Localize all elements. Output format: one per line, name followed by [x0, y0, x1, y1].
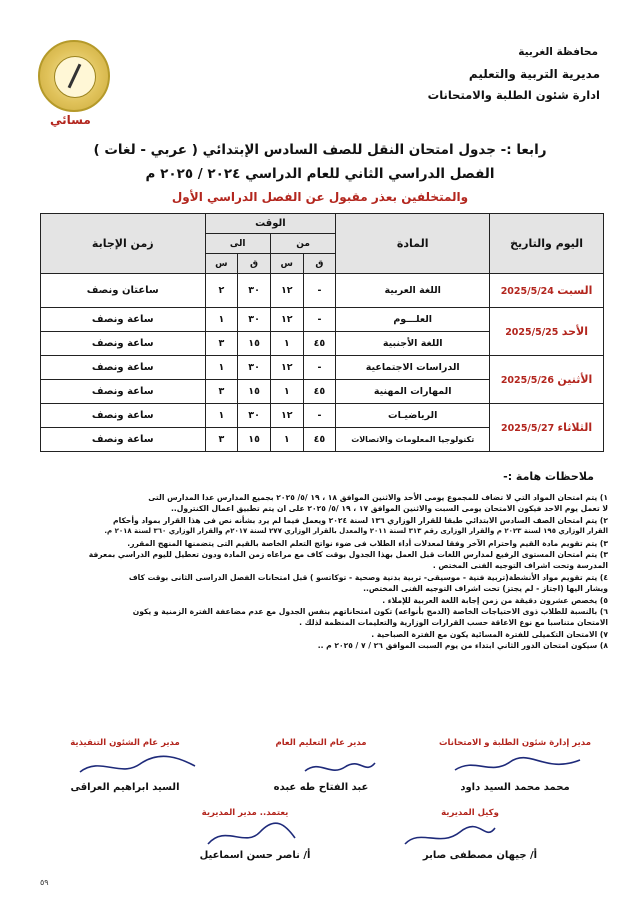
duration-cell: ساعة ونصف [41, 332, 206, 356]
day-label: الأحد [561, 325, 588, 338]
header-subject: المادة [336, 214, 490, 274]
signature-name-director: أ/ ناصر حسن اسماعيل [199, 850, 311, 861]
signature-name-executive-affairs: السيد ابراهيم العراقى [70, 782, 180, 793]
duration-cell: ساعة ونصف [41, 356, 206, 380]
note-line: لا تعمل يوم الاحد فيكون الامتحان يومى السبت والاثنين الموافق ١٧ ، ١٩ /٥/ ٢٠٢٥ على ان يتم تطبيق اعمال الكنترول.. [171, 504, 608, 514]
subject-cell: المهارات المهنية [336, 380, 490, 404]
shift-label: مسائي [50, 113, 91, 127]
signature-title-executive-affairs: مدير عام الشئون التنفيذية [70, 738, 180, 748]
from-hours-cell: ١٢ [270, 404, 303, 428]
from-hours-cell: ١ [270, 332, 303, 356]
subject-cell: العلـــوم [336, 308, 490, 332]
note-line: ٢) يتم امتحان الصف السادس الابتدائي طبقا للقرار الوزاري ١٣٦ لسنة ٢٠٢٤ ويعمل فيما لم يرد بشأنه نص فى هذا القرار بمواد وأحكام [113, 515, 608, 525]
governorate-seal-logo [38, 40, 110, 112]
note-line: ١) يتم امتحان المواد التي لا تضاف للمجموع يومى الأحد والاثنين الموافق ١٨ ، ١٩ /٥/ ٢٠٢٥ بجميع المدارس عدا المدارس التى [148, 493, 608, 502]
page-number: ٥٩ [40, 878, 49, 887]
header-time: الوقت [205, 214, 336, 234]
from-minutes-cell: ٤٥ [303, 428, 336, 452]
signature-title-students-affairs: مدير إدارة شئون الطلبة و الامتحانات [439, 738, 591, 748]
signature-title-director: يعتمد.. مدير المديرية [201, 808, 289, 818]
header-from-hours: س [270, 254, 303, 274]
to-hours-cell: ٣ [205, 332, 238, 356]
handwritten-signature-1 [450, 752, 590, 778]
department-label: ادارة شئون الطلبة والامتحانات [427, 88, 600, 102]
to-hours-cell: ١ [205, 404, 238, 428]
handwritten-signature-5 [200, 820, 300, 852]
from-hours-cell: ١٢ [270, 356, 303, 380]
to-minutes-cell: ٣٠ [238, 274, 271, 308]
handwritten-signature-4 [400, 822, 500, 852]
to-hours-cell: ٣ [205, 428, 238, 452]
note-line: ويشار اليها (اجتاز - لم يجتز) تحت اشراف التوجيه الفنى المختص.. [363, 584, 608, 594]
note-line: ٤) يتم تقويم مواد الأنشطة(تربية فنية - موسيقى- تربية بدنية وصحية - توكاتسو ) قبل امتحانات الفصل الدراسى الثانى بوقت كاف [128, 572, 608, 582]
note-line: ٣) يتم تقويم مادة القيم واحترام الآخر وفقا لمعدلات أداء الطلاب فى ضوء نواتج التعلم الخاصة بالقيم التى يتضمنها المنهج المقرر. [127, 538, 608, 548]
header-to: الى [205, 234, 270, 254]
notes-list [32, 492, 608, 652]
to-hours-cell: ٢ [205, 274, 238, 308]
handwritten-signature-2 [300, 755, 380, 781]
signature-name-deputy: أ/ جيهان مصطفى صابر [422, 850, 538, 861]
from-hours-cell: ١ [270, 428, 303, 452]
note-line: ٧) الامتحان التكميلى للفترة المسائية يكون مع الفترة الصباحية . [371, 629, 608, 639]
to-hours-cell: ١ [205, 356, 238, 380]
day-label: السبت [557, 284, 593, 297]
day-date-cell [490, 274, 604, 308]
date-label: 2025/5/24 [500, 286, 554, 297]
header-day-date: اليوم والتاريخ [490, 214, 604, 274]
title-line-3: والمتخلفين بعذر مقبول عن الفصل الدراسي الأول [171, 190, 469, 204]
header-from-minutes: ق [303, 254, 336, 274]
table-row [41, 274, 604, 308]
header-to-minutes: ق [238, 254, 271, 274]
note-line: القرار الوزاري ١٩٥ لسنة ٢٠٢٣ م والقرار الوزارى رقم ٣١٣ لسنة ٢٠١١ والمعدل بالقرار الوزاري ٢٧٧ لسنة ٢٠١٧م والقرار الوزاري ٣٦٠ لسنة ٢٠١٨ م. [104, 527, 608, 536]
subject-cell: اللغة الأجنبية [336, 332, 490, 356]
directorate-label: مديرية التربية والتعليم [468, 67, 600, 81]
header-to-hours: س [205, 254, 238, 274]
signature-name-students-affairs: محمد محمد السيد داود [460, 782, 570, 793]
signature-title-general-education: مدير عام التعليم العام [275, 738, 367, 748]
subject-cell: الدراسات الاجتماعية [336, 356, 490, 380]
duration-cell: ساعة ونصف [41, 404, 206, 428]
signature-title-deputy: وكيل المديرية [441, 808, 499, 818]
to-hours-cell: ١ [205, 308, 238, 332]
from-minutes-cell: - [303, 274, 336, 308]
day-label: الثلاثاء [557, 421, 593, 434]
to-minutes-cell: ٣٠ [238, 356, 271, 380]
duration-cell: ساعة ونصف [41, 308, 206, 332]
day-date-cell [490, 356, 604, 404]
day-date-cell [490, 308, 604, 356]
subject-cell: اللغة العربية [336, 274, 490, 308]
note-line: المدرسة وتحت اشراف التوجيه الفنى المختص . [432, 561, 608, 571]
date-label: 2025/5/26 [500, 375, 555, 386]
header-duration: زمن الإجابة [41, 214, 206, 274]
from-minutes-cell: ٤٥ [303, 332, 336, 356]
from-minutes-cell: ٤٥ [303, 380, 336, 404]
signature-name-general-education: عبد الفتاح طه عبده [273, 782, 369, 793]
handwritten-signature-3 [70, 752, 200, 780]
to-minutes-cell: ٣٠ [238, 308, 271, 332]
title-line-2: الفصل الدراسي الثاني للعام الدراسي ٢٠٢٤ / ٢٠٢٥ م [145, 166, 495, 182]
table-row [41, 308, 604, 332]
from-minutes-cell: - [303, 356, 336, 380]
subject-cell: تكنولوجيا المعلومات والاتصالات [336, 428, 490, 452]
note-line: ٥) يخصص عشرون دقيقة من زمن إجابة اللغة العربية للإملاء . [382, 595, 608, 605]
note-line: ٨) سيكون امتحان الدور الثاني ابتداء من يوم السبت الموافق ٢٦ / ٧ / ٢٠٢٥ م .. [317, 641, 608, 651]
to-hours-cell: ٣ [205, 380, 238, 404]
note-line: ٣) يتم امتحان المستوى الرفيع لمدارس اللغات قبل العمل بهذا الجدول بوقت كاف مع مراعاه زمن المادة ودون تعطيل لليوم الدراسي بمعرفة [88, 550, 608, 560]
date-label: 2025/5/27 [500, 423, 555, 434]
header-from: من [270, 234, 335, 254]
table-row [41, 356, 604, 380]
date-label: 2025/5/25 [505, 327, 559, 338]
title-line-1: رابعا :- جدول امتحان النقل للصف السادس الإبتدائي ( عربي - لغات ) [93, 142, 547, 158]
duration-cell: ساعتان ونصف [41, 274, 206, 308]
from-hours-cell: ١٢ [270, 274, 303, 308]
from-minutes-cell: - [303, 308, 336, 332]
governorate-label: محافظة الغربية [518, 46, 598, 58]
to-minutes-cell: ١٥ [238, 332, 271, 356]
table-row [41, 404, 604, 428]
to-minutes-cell: ١٥ [238, 428, 271, 452]
subject-cell: الرياضيـات [336, 404, 490, 428]
day-label: الأثنين [557, 373, 593, 386]
day-date-cell [490, 404, 604, 452]
to-minutes-cell: ٣٠ [238, 404, 271, 428]
from-minutes-cell: - [303, 404, 336, 428]
from-hours-cell: ١ [270, 380, 303, 404]
duration-cell: ساعة ونصف [41, 428, 206, 452]
notes-title: ملاحظات هامة :- [503, 470, 594, 483]
note-line: الامتحان متناسبا مع نوع الاعاقة حسب القرارات الوزارية والتعليمات المنظمة لذلك . [299, 618, 608, 628]
note-line: ٦) بالنسبة للطلاب ذوى الاحتياجات الخاصة (الدمج بأنواعه) تكون امتحاناتهم بنفس الجدول مع عدم مضاعفة الفترة الزمنية و يكون [132, 607, 608, 617]
duration-cell: ساعة ونصف [41, 380, 206, 404]
to-minutes-cell: ١٥ [238, 380, 271, 404]
schedule-table [40, 213, 604, 452]
from-hours-cell: ١٢ [270, 308, 303, 332]
